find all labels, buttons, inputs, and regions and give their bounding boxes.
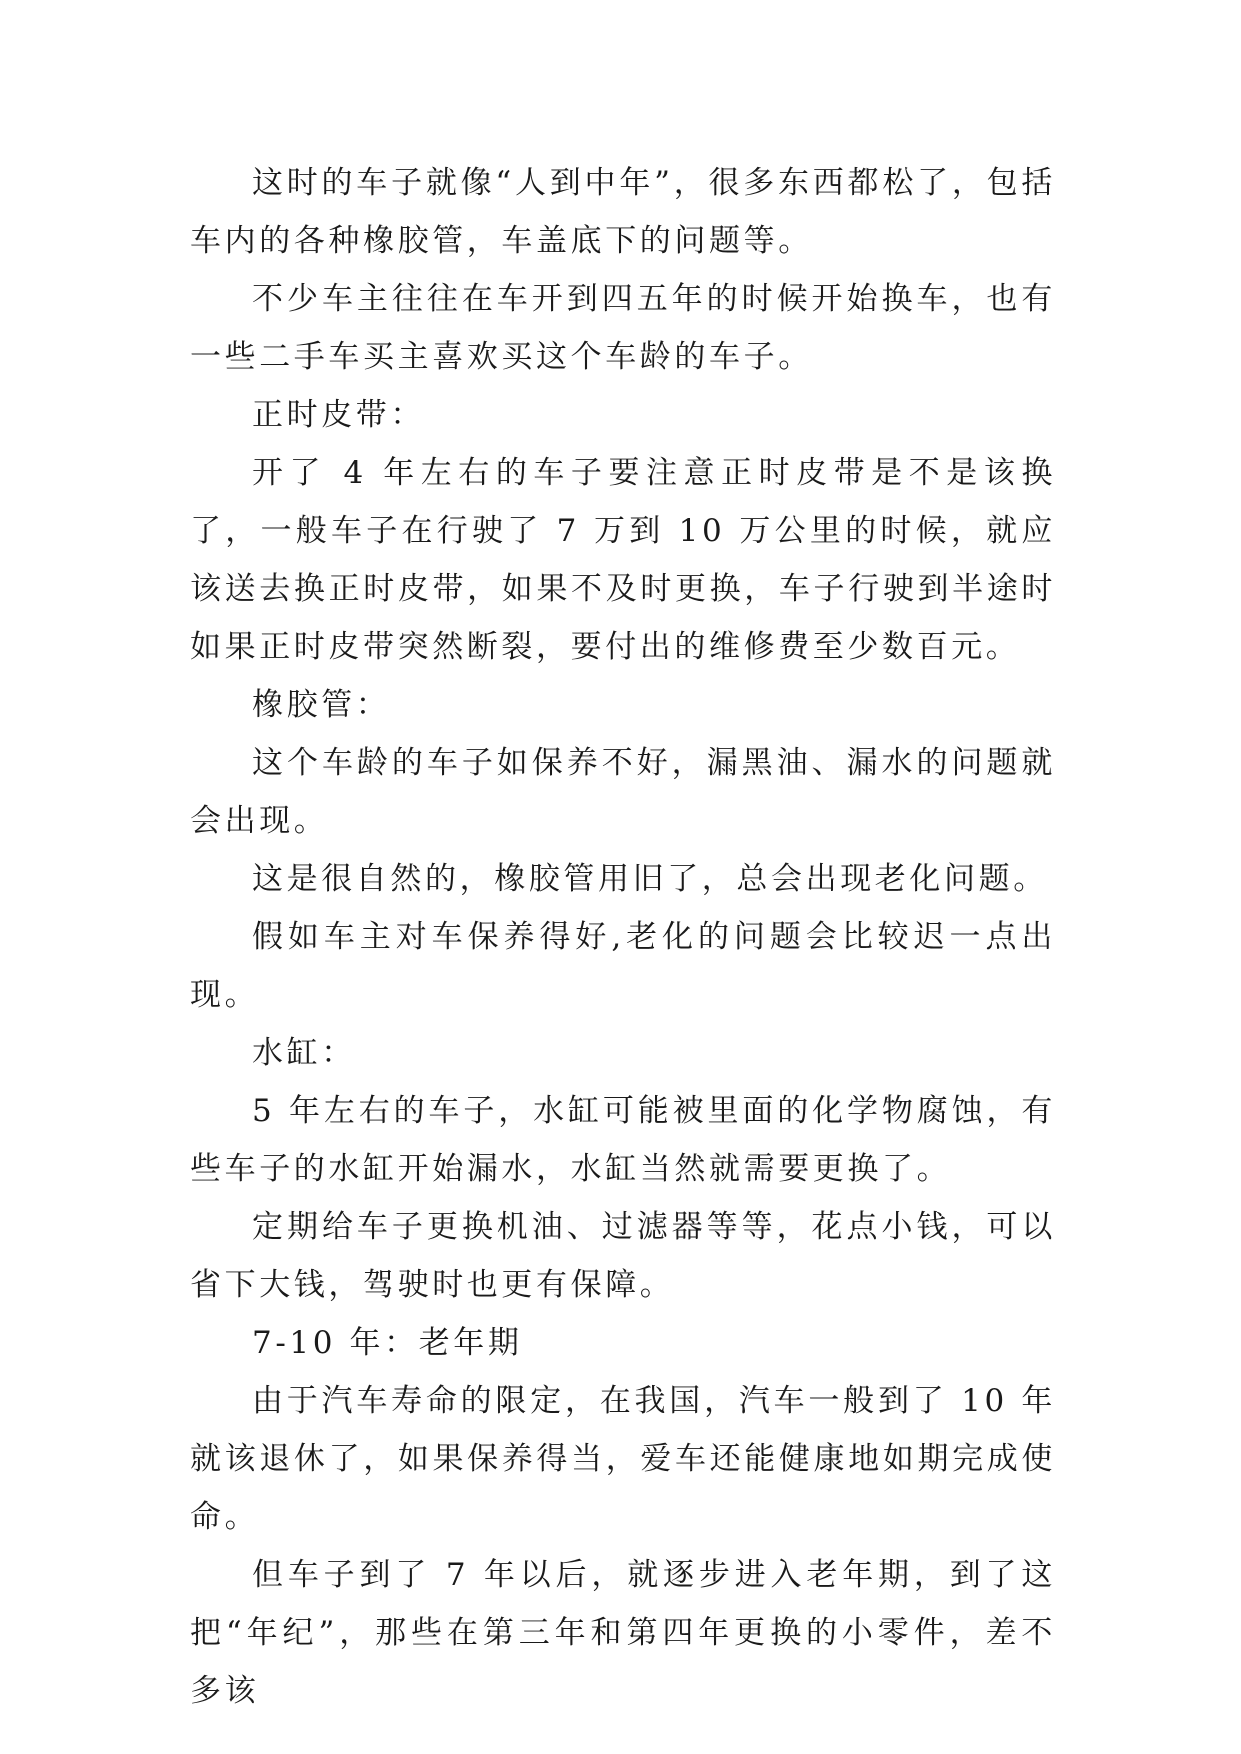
document-body: [190, 154, 1056, 1720]
section-heading: 7-10 年：老年期: [252, 1325, 523, 1361]
section-heading: 水缸：: [252, 1035, 356, 1071]
paragraph: 不少车主往往在车开到四五年的时候开始换车，也有一些二手车买主喜欢买这个车龄的车子。: [190, 281, 1056, 375]
paragraph: 由于汽车寿命的限定，在我国，汽车一般到了 10 年就该退休了，如果保养得当，爱车还能健康地如期完成使命。: [190, 1383, 1056, 1535]
paragraph: 开了 4 年左右的车子要注意正时皮带是不是该换了，一般车子在行驶了 7 万到 10 万公里的时候，就应该送去换正时皮带，如果不及时更换，车子行驶到半途时如果正时皮带突然断裂，要付出的维修费至少数百元。: [190, 455, 1056, 665]
paragraph: 假如车主对车保养得好,老化的问题会比较迟一点出现。: [190, 919, 1056, 1013]
paragraph: 5 年左右的车子，水缸可能被里面的化学物腐蚀，有些车子的水缸开始漏水，水缸当然就需要更换了。: [190, 1093, 1056, 1187]
paragraph: 这是很自然的，橡胶管用旧了，总会出现老化问题。: [252, 861, 1048, 897]
paragraph: 这个车龄的车子如保养不好，漏黑油、漏水的问题就会出现。: [190, 745, 1056, 839]
section-heading: 正时皮带：: [252, 397, 425, 433]
paragraph: 但车子到了 7 年以后，就逐步进入老年期，到了这把“年纪”，那些在第三年和第四年更换的小零件，差不多该: [190, 1557, 1056, 1709]
section-heading: 橡胶管：: [252, 687, 391, 723]
paragraph: 定期给车子更换机油、过滤器等等，花点小钱，可以省下大钱，驾驶时也更有保障。: [190, 1209, 1056, 1303]
paragraph: 这时的车子就像“人到中年”，很多东西都松了，包括车内的各种橡胶管，车盖底下的问题等。: [190, 165, 1056, 259]
